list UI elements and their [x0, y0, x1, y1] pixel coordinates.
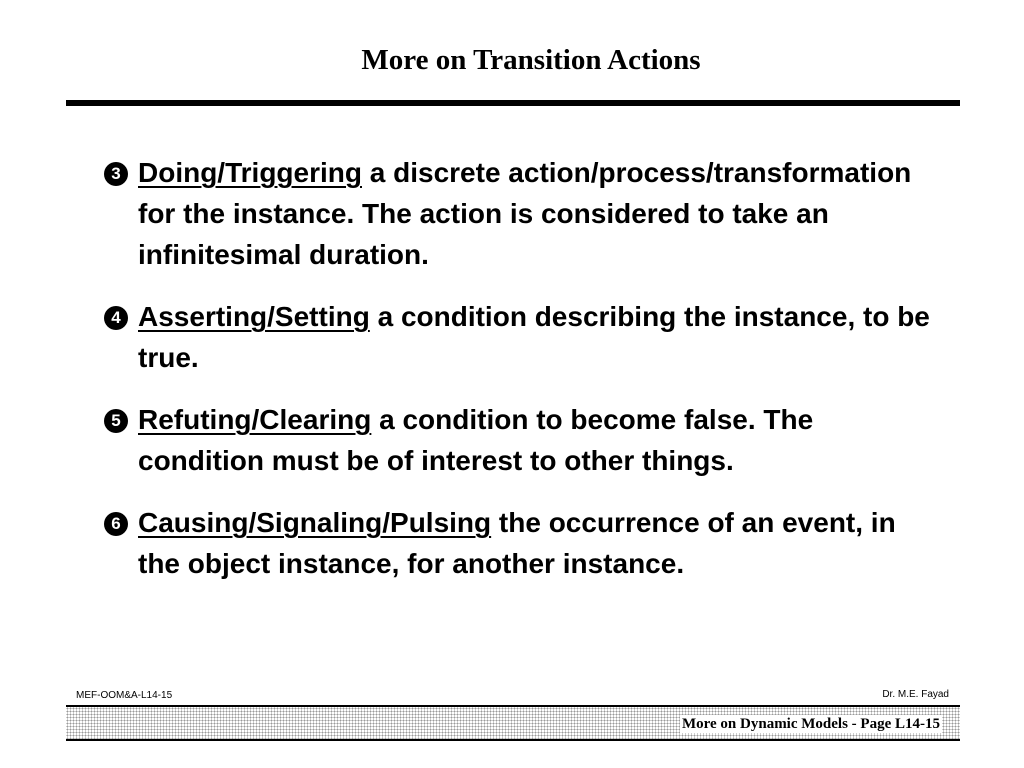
bullet-item — [104, 399, 934, 481]
footer-code: MEF-OOM&A-L14-15 — [76, 690, 173, 701]
footer-author: Dr. M.E. Fayad — [882, 689, 949, 700]
bullet-list — [104, 152, 934, 605]
bullet-term: Refuting/Clearing — [138, 404, 372, 435]
number-marker-icon: 5 — [104, 409, 128, 433]
bullet-item — [104, 296, 934, 378]
number-marker-icon: 3 — [104, 162, 128, 186]
number-marker-icon: 4 — [104, 306, 128, 330]
slide-title: More on Transition Actions — [361, 44, 701, 76]
bullet-text: the occurrence of an event, in the object instance, for another instance. — [138, 507, 896, 579]
bullet-term: Asserting/Setting — [138, 301, 370, 332]
bullet-text: a condition describing the instance, to be true. — [138, 301, 930, 373]
bullet-term: Doing/Triggering — [138, 157, 362, 188]
bullet-item — [104, 152, 934, 275]
title-divider — [66, 100, 960, 106]
footer-page-label: More on Dynamic Models - Page L14-15 — [681, 716, 940, 732]
number-marker-icon: 6 — [104, 512, 128, 536]
bullet-text: a condition to become false. The condition must be of interest to other things. — [138, 404, 814, 476]
footer-band — [66, 705, 960, 741]
bullet-term: Causing/Signaling/Pulsing — [138, 507, 492, 538]
bullet-item — [104, 502, 934, 584]
bullet-text: a discrete action/process/transformation for the instance. The action is considered to take an infinitesimal duration. — [138, 157, 912, 270]
